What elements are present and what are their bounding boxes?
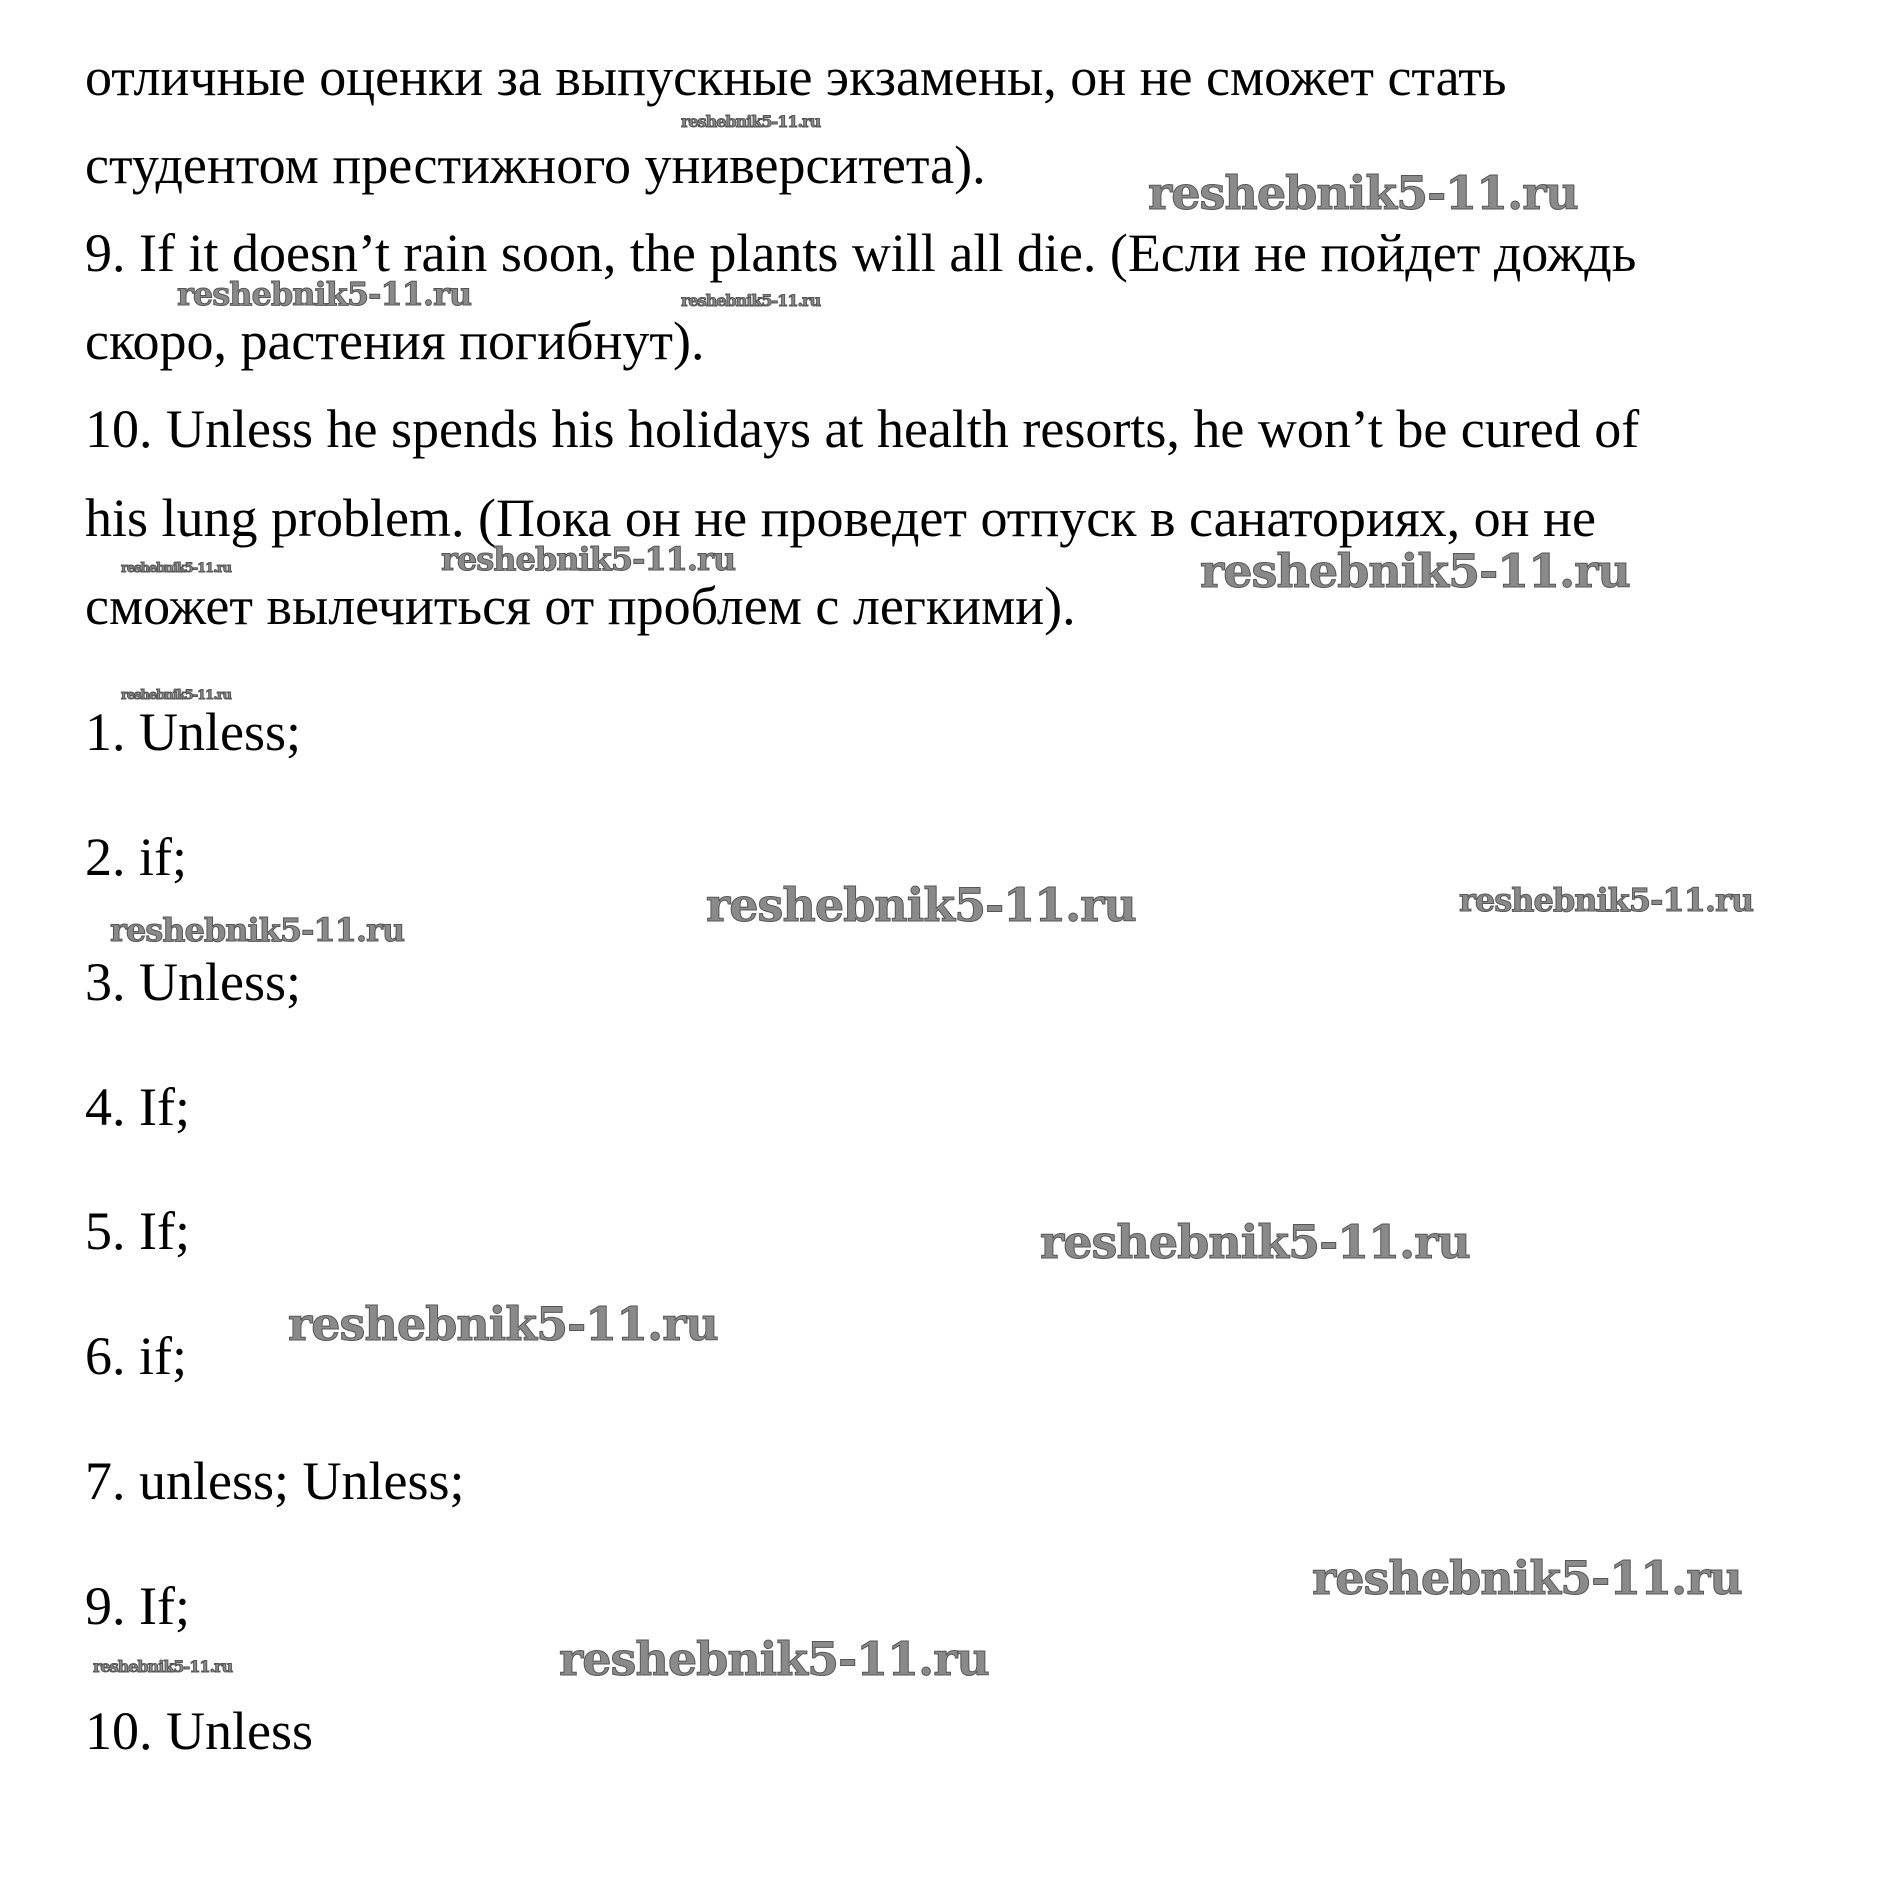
watermark: reshebnik5-11.ru xyxy=(1040,1215,1470,1269)
watermark: reshebnik5-11.ru xyxy=(121,561,232,576)
text-line: студентом престижного университета). xyxy=(85,135,986,195)
answer-item: 4. If; xyxy=(85,1077,190,1137)
watermark: reshebnik5-11.ru xyxy=(441,540,736,578)
watermark: reshebnik5-11.ru xyxy=(706,878,1136,932)
text-line: отличные оценки за выпускные экзамены, он не сможет стать xyxy=(85,47,1507,107)
answer-item: 3. Unless; xyxy=(85,952,301,1012)
watermark: reshebnik5-11.ru xyxy=(681,291,821,310)
watermark: reshebnik5-11.ru xyxy=(1200,544,1630,598)
answer-item: 7. unless; Unless; xyxy=(85,1451,465,1511)
answer-item: 2. if; xyxy=(85,827,187,887)
watermark: reshebnik5-11.ru xyxy=(1312,1551,1742,1605)
text-line: his lung problem. (Пока он не проведет отпуск в санаториях, он не xyxy=(85,488,1596,548)
text-line: 9. If it doesn’t rain soon, the plants will all die. (Если не пойдет дождь xyxy=(85,223,1637,283)
watermark: reshebnik5-11.ru xyxy=(110,911,405,949)
watermark: reshebnik5-11.ru xyxy=(93,1657,233,1676)
watermark: reshebnik5-11.ru xyxy=(288,1297,718,1351)
watermark: reshebnik5-11.ru xyxy=(1459,881,1754,919)
watermark: reshebnik5-11.ru xyxy=(559,1632,989,1686)
watermark: reshebnik5-11.ru xyxy=(177,275,472,313)
watermark: reshebnik5-11.ru xyxy=(121,688,232,703)
watermark: reshebnik5-11.ru xyxy=(1148,166,1578,220)
answer-item: 10. Unless xyxy=(85,1701,313,1761)
text-line: 10. Unless he spends his holidays at health resorts, he won’t be cured of xyxy=(85,399,1640,459)
watermark: reshebnik5-11.ru xyxy=(681,112,821,131)
text-line: скоро, растения погибнут). xyxy=(85,311,705,371)
text-line: сможет вылечиться от проблем с легкими). xyxy=(85,576,1076,636)
answer-item: 9. If; xyxy=(85,1576,190,1636)
answer-item: 6. if; xyxy=(85,1326,187,1386)
answer-item: 1. Unless; xyxy=(85,702,301,762)
answer-item: 5. If; xyxy=(85,1201,190,1261)
